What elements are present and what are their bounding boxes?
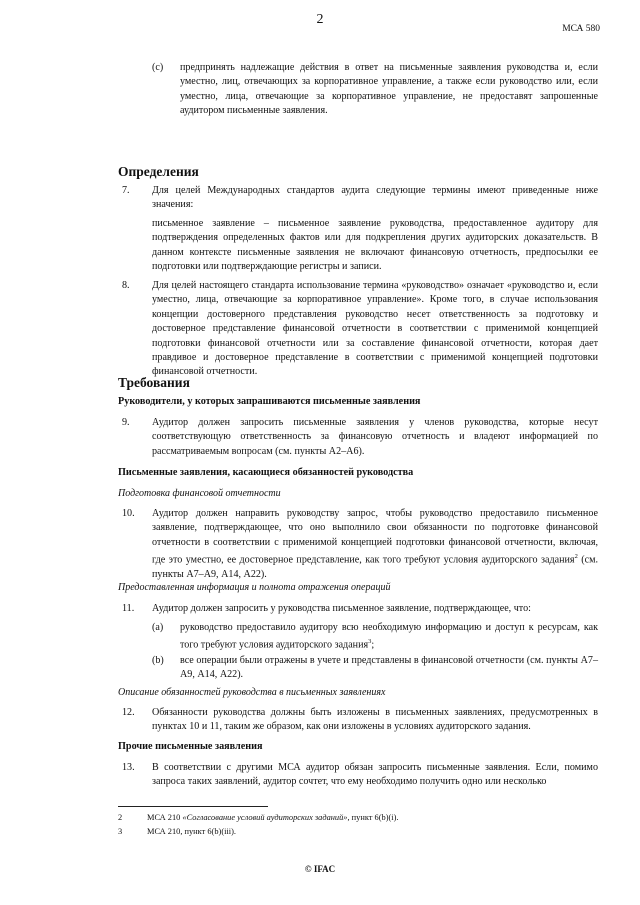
p9-number: 9. — [122, 417, 130, 428]
p13-number: 13. — [122, 762, 135, 773]
footnote-ref-3: 3 — [368, 638, 372, 646]
p9-text: Аудитор должен запросить письменные заявления у членов руководства, которые несут соответствующую ответственность за финансовую отчетность и владеют информацией по рассматриваемым вопросам (см. пункты А2–А6). — [152, 417, 598, 457]
p8-text: Для целей настоящего стандарта использование термина «руководство» означает «руководство и, если уместно, лица, отвечающие за корпоративное управление». Кроме того, в случае использования концепции достоверного представления руководство несет ответственность за подготовку и достоверное представление финансовой отчетности в соответствии с применимой концепцией подготовки финансовой отчетности или за составление финансовой отчетности, которая дает правдивое и достоверное представление в соответствии с применимой концепцией подготовки финансовой отчетности. — [152, 280, 598, 378]
p7-text: Для целей Международных стандартов аудита следующие термины имеют приведенные ниже значения: — [152, 185, 598, 211]
definitions-heading: Определения — [118, 164, 199, 179]
footnote-2-number: 2 — [118, 813, 123, 822]
p11-text: Аудитор должен запросить у руководства письменное заявление, подтверждающее, что: — [152, 603, 531, 614]
p10-number: 10. — [122, 508, 135, 519]
footnote-2-text: МСА 210 «Согласование условий аудиторских заданий», пункт 6(b)(i). — [147, 813, 399, 822]
p7-number: 7. — [122, 185, 130, 196]
p11a-label: (a) — [152, 622, 164, 633]
footnote-3-text: МСА 210, пункт 6(b)(iii). — [147, 827, 236, 836]
p10-text: Аудитор должен направить руководству запрос, чтобы руководство предоставило письменное заявление, подтверждающее, что оно выполнило свои обязанности по подготовке финансовой отчетности в соответствии с применимой концепцией подготовки финансовой отчетности, включая, где это уместно, ее достоверное представление, как того требуют условия аудиторского задания$^2$ (см. пункты А7–А9, А14, А22). — [152, 508, 598, 580]
p12-number: 12. — [122, 707, 135, 718]
p12-text: Обязанности руководства должны быть изложены в письменных заявлениях, предусмотренных в пунктах 10 и 11, таким же образом, как они изложены в условиях аудиторского задания. — [152, 707, 598, 733]
requirements-heading: Требования — [118, 375, 190, 390]
definition-written-representation: письменное заявление – письменное заявление руководства, предоставленное аудитору для подтверждения определенных фактов или для подкрепления других аудиторских доказательств. В данном контексте письменные заявления не включают финансовую отчетность, предпосылки ее подготовки или подтверждающие регистры и записи. — [152, 218, 598, 273]
p11b-label: (b) — [152, 655, 164, 666]
copyright-footer: © IFAC — [304, 864, 336, 874]
subheading-description: Описание обязанностей руководства в письменных заявлениях — [118, 687, 386, 698]
p13-text: В соответствии с другими МСА аудитор обязан запросить письменные заявления. Если, помимо запроса таких заявлений, аудитор сочтет, что ему необходимо получить одно или несколько — [152, 762, 598, 788]
subheading-other-representations: Прочие письменные заявления — [118, 741, 263, 752]
footnote-divider — [118, 806, 268, 807]
subheading-info-provided: Предоставленная информация и полнота отражения операций — [118, 582, 391, 593]
para-c-label: (c) — [152, 62, 164, 73]
footnote-ref-2: 2 — [574, 553, 578, 561]
para-c-text: предпринять надлежащие действия в ответ на письменные заявления руководства и, если уместно, лиц, отвечающих за корпоративное управление, а также если руководство или, если уместно, лица, отвечающие за корпоративное управление, не предоставят запрошенные аудитором письменные заявления. — [180, 62, 598, 117]
p11b-text: все операции были отражены в учете и представлены в финансовой отчетности (см. пункты А7–А9, А14, А22). — [180, 655, 598, 681]
subheading-management: Руководители, у которых запрашиваются письменные заявления — [118, 396, 421, 407]
subheading-fs-preparation: Подготовка финансовой отчетности — [118, 488, 281, 499]
p11-number: 11. — [122, 603, 135, 614]
footnote-3-number: 3 — [118, 827, 123, 836]
p8-number: 8. — [122, 280, 130, 291]
standard-label: МСА 580 — [562, 24, 600, 34]
p11a-text: руководство предоставило аудитору всю необходимую информацию и доступ к ресурсам, как того требуют условия аудиторского задания$^3$; — [180, 622, 598, 651]
page-number: 2 — [316, 12, 324, 27]
subheading-responsibilities: Письменные заявления, касающиеся обязанностей руководства — [118, 467, 414, 478]
